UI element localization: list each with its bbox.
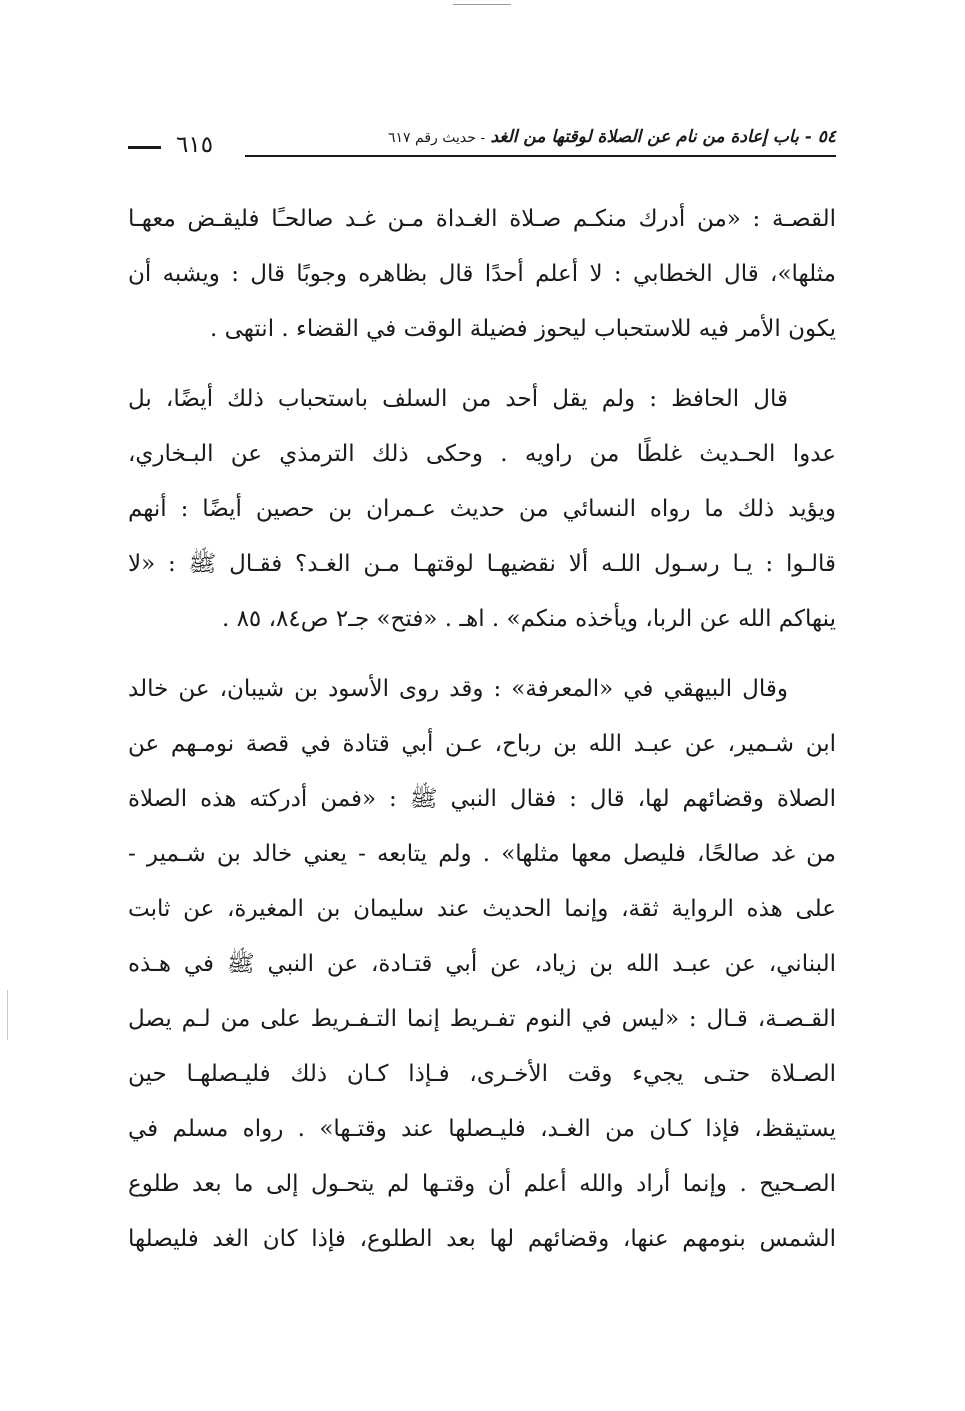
header-title [388,124,836,151]
scan-artifact [453,4,511,5]
text-line: مثلها»، قال الخطابي : لا أعلم أحدًا قال بظاهره وجوبًا قال : ويشبه أن [128,261,836,287]
paragraph [128,372,836,647]
header-rule [245,155,836,157]
text-line: الشمس بنومهم عنها، وقضائهم لها بعد الطلوع، فإذا كان الغد فليصلها [128,1226,836,1252]
text-line: يستيقظ، فإذا كـان من الغـد، فليـصلها عند وقتـها» . رواه مسلم في [128,1116,836,1142]
text-line: البناني، عن عبـد الله بن زياد، عن أبي قتـادة، عن النبي ﷺ في هـذه [128,951,836,977]
text-line: الصلاة وقضائهم لها، قال : فقال النبي ﷺ : «فمن أدركته هذه الصلاة [128,786,836,812]
text-line: وقال البيهقي في «المعرفة» : وقد روى الأسود بن شيبان، عن خالد [128,676,788,702]
text-line: الصـلاة حتـى يجيء وقت الأخـرى، فـإذا كـان ذلك فليـصلهـا حين [128,1061,836,1087]
body-text [128,192,836,1267]
text-line: قالـوا : يـا رسـول اللـه ألا نقضيهـا لوقتهـا مـن الغـد؟ فقـال ﷺ : «لا [128,551,836,577]
hadith-reference: - حديث رقم ٦١٧ [388,130,486,146]
paragraph [128,662,836,1267]
scan-artifact [7,990,8,1040]
chapter-title: ٥٤ - باب إعادة من نام عن الصلاة لوقتها من الغد [490,127,836,147]
text-line: الصـحيح . وإنما أراد والله أعلم أن وقتـها لم يتحـول إلى ما بعد طلوع [128,1171,836,1197]
text-line: على هذه الرواية ثقة، وإنما الحديث عند سليمان بن المغيرة، عن ثابت [128,896,836,922]
running-header [128,124,836,164]
text-line: ينهاكم الله عن الربا، ويأخذه منكم» . اهـ . «فتح» جـ٢ ص٨٤، ٨٥ . [221,606,836,632]
page-number-dash [128,146,161,149]
text-line: قال الحافظ : ولم يقل أحد من السلف باستحباب ذلك أيضًا، بل [128,386,788,412]
page-number: ٦١٥ [176,132,214,158]
text-line: عدوا الحـديث غلطًا من راويه . وحكى ذلك الترمذي عن البـخاري، [128,441,836,467]
text-line: من غد صالحًا، فليصل معها مثلها» . ولم يتابعه - يعني خالد بن شـمير - [128,841,836,867]
paragraph [128,192,836,357]
text-line: القـصـة، قـال : «ليس في النوم تفـريط إنما التـفـريط على من لـم يصل [128,1006,836,1032]
text-line: يكون الأمر فيه للاستحباب ليحوز فضيلة الوقت في القضاء . انتهى . [209,316,836,342]
text-line: ويؤيد ذلك ما رواه النسائي من حديث عـمران بن حصين أيضًا : أنهم [128,496,836,522]
text-line: ابن شـمير، عن عبـد الله بن رباح، عـن أبي قتادة في قصة نومـهم عن [128,731,836,757]
text-line: القصـة : «من أدرك منكـم صـلاة الغـداة مـن غـد صالحـًا فليقـض معهـا [128,206,836,232]
